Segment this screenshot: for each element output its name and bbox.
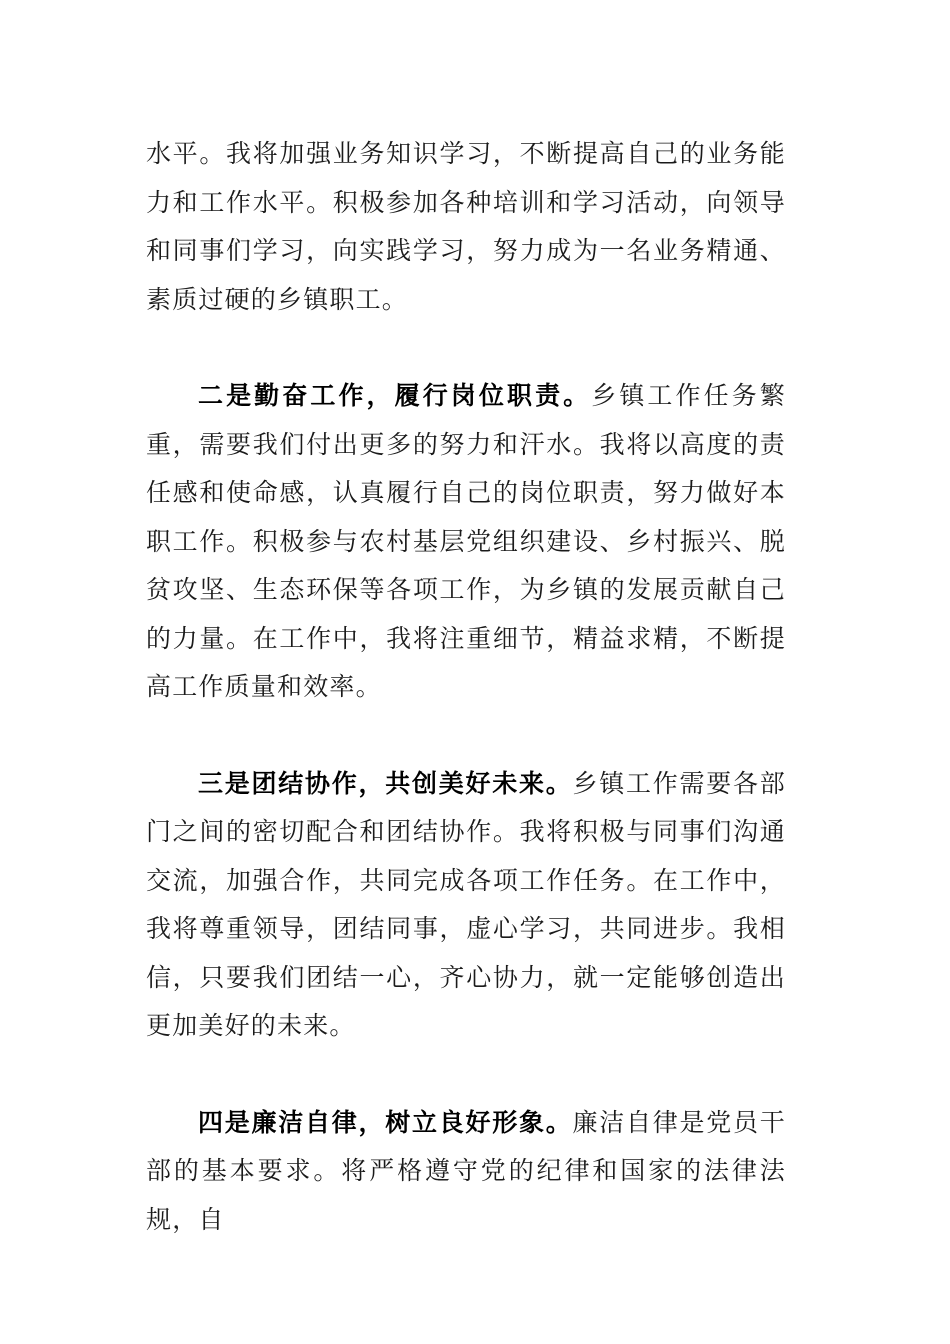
paragraph-text: 乡镇工作需要各部门之间的密切配合和团结协作。我将积极与同事们沟通交流，加强合作，共同完成各项工作任务。在工作中，我将尊重领导，团结同事，虚心学习，共同进步。我相信，只要我们团结一心，齐心协力，就一定能够创造出更加美好的未来。 — [146, 768, 786, 1040]
paragraph-heading: 三是团结协作，共创美好未来。 — [198, 768, 573, 798]
paragraph-continuation — [146, 130, 786, 324]
paragraph-text: 廉洁自律是党员干部的基本要求。将严格遵守党的纪律和国家的法律法规，自 — [146, 1107, 786, 1234]
paragraph-text: 水平。我将加强业务知识学习，不断提高自己的业务能力和工作水平。积极参加各种培训和学习活动，向领导和同事们学习，向实践学习，努力成为一名业务精通、素质过硬的乡镇职工。 — [146, 139, 786, 314]
paragraph-diligent-work — [146, 372, 786, 712]
paragraph-text: 乡镇工作任务繁重，需要我们付出更多的努力和汗水。我将以高度的责任感和使命感，认真履行自己的岗位职责，努力做好本职工作。积极参与农村基层党组织建设、乡村振兴、脱贫攻坚、生态环保等各项工作，为乡镇的发展贡献自己的力量。在工作中，我将注重细节，精益求精，不断提高工作质量和效率。 — [146, 381, 786, 701]
paragraph-heading: 四是廉洁自律，树立良好形象。 — [198, 1107, 573, 1137]
document-body — [146, 130, 786, 1244]
paragraph-integrity — [146, 1099, 786, 1245]
paragraph-teamwork — [146, 760, 786, 1051]
paragraph-heading: 二是勤奋工作，履行岗位职责。 — [198, 381, 592, 410]
